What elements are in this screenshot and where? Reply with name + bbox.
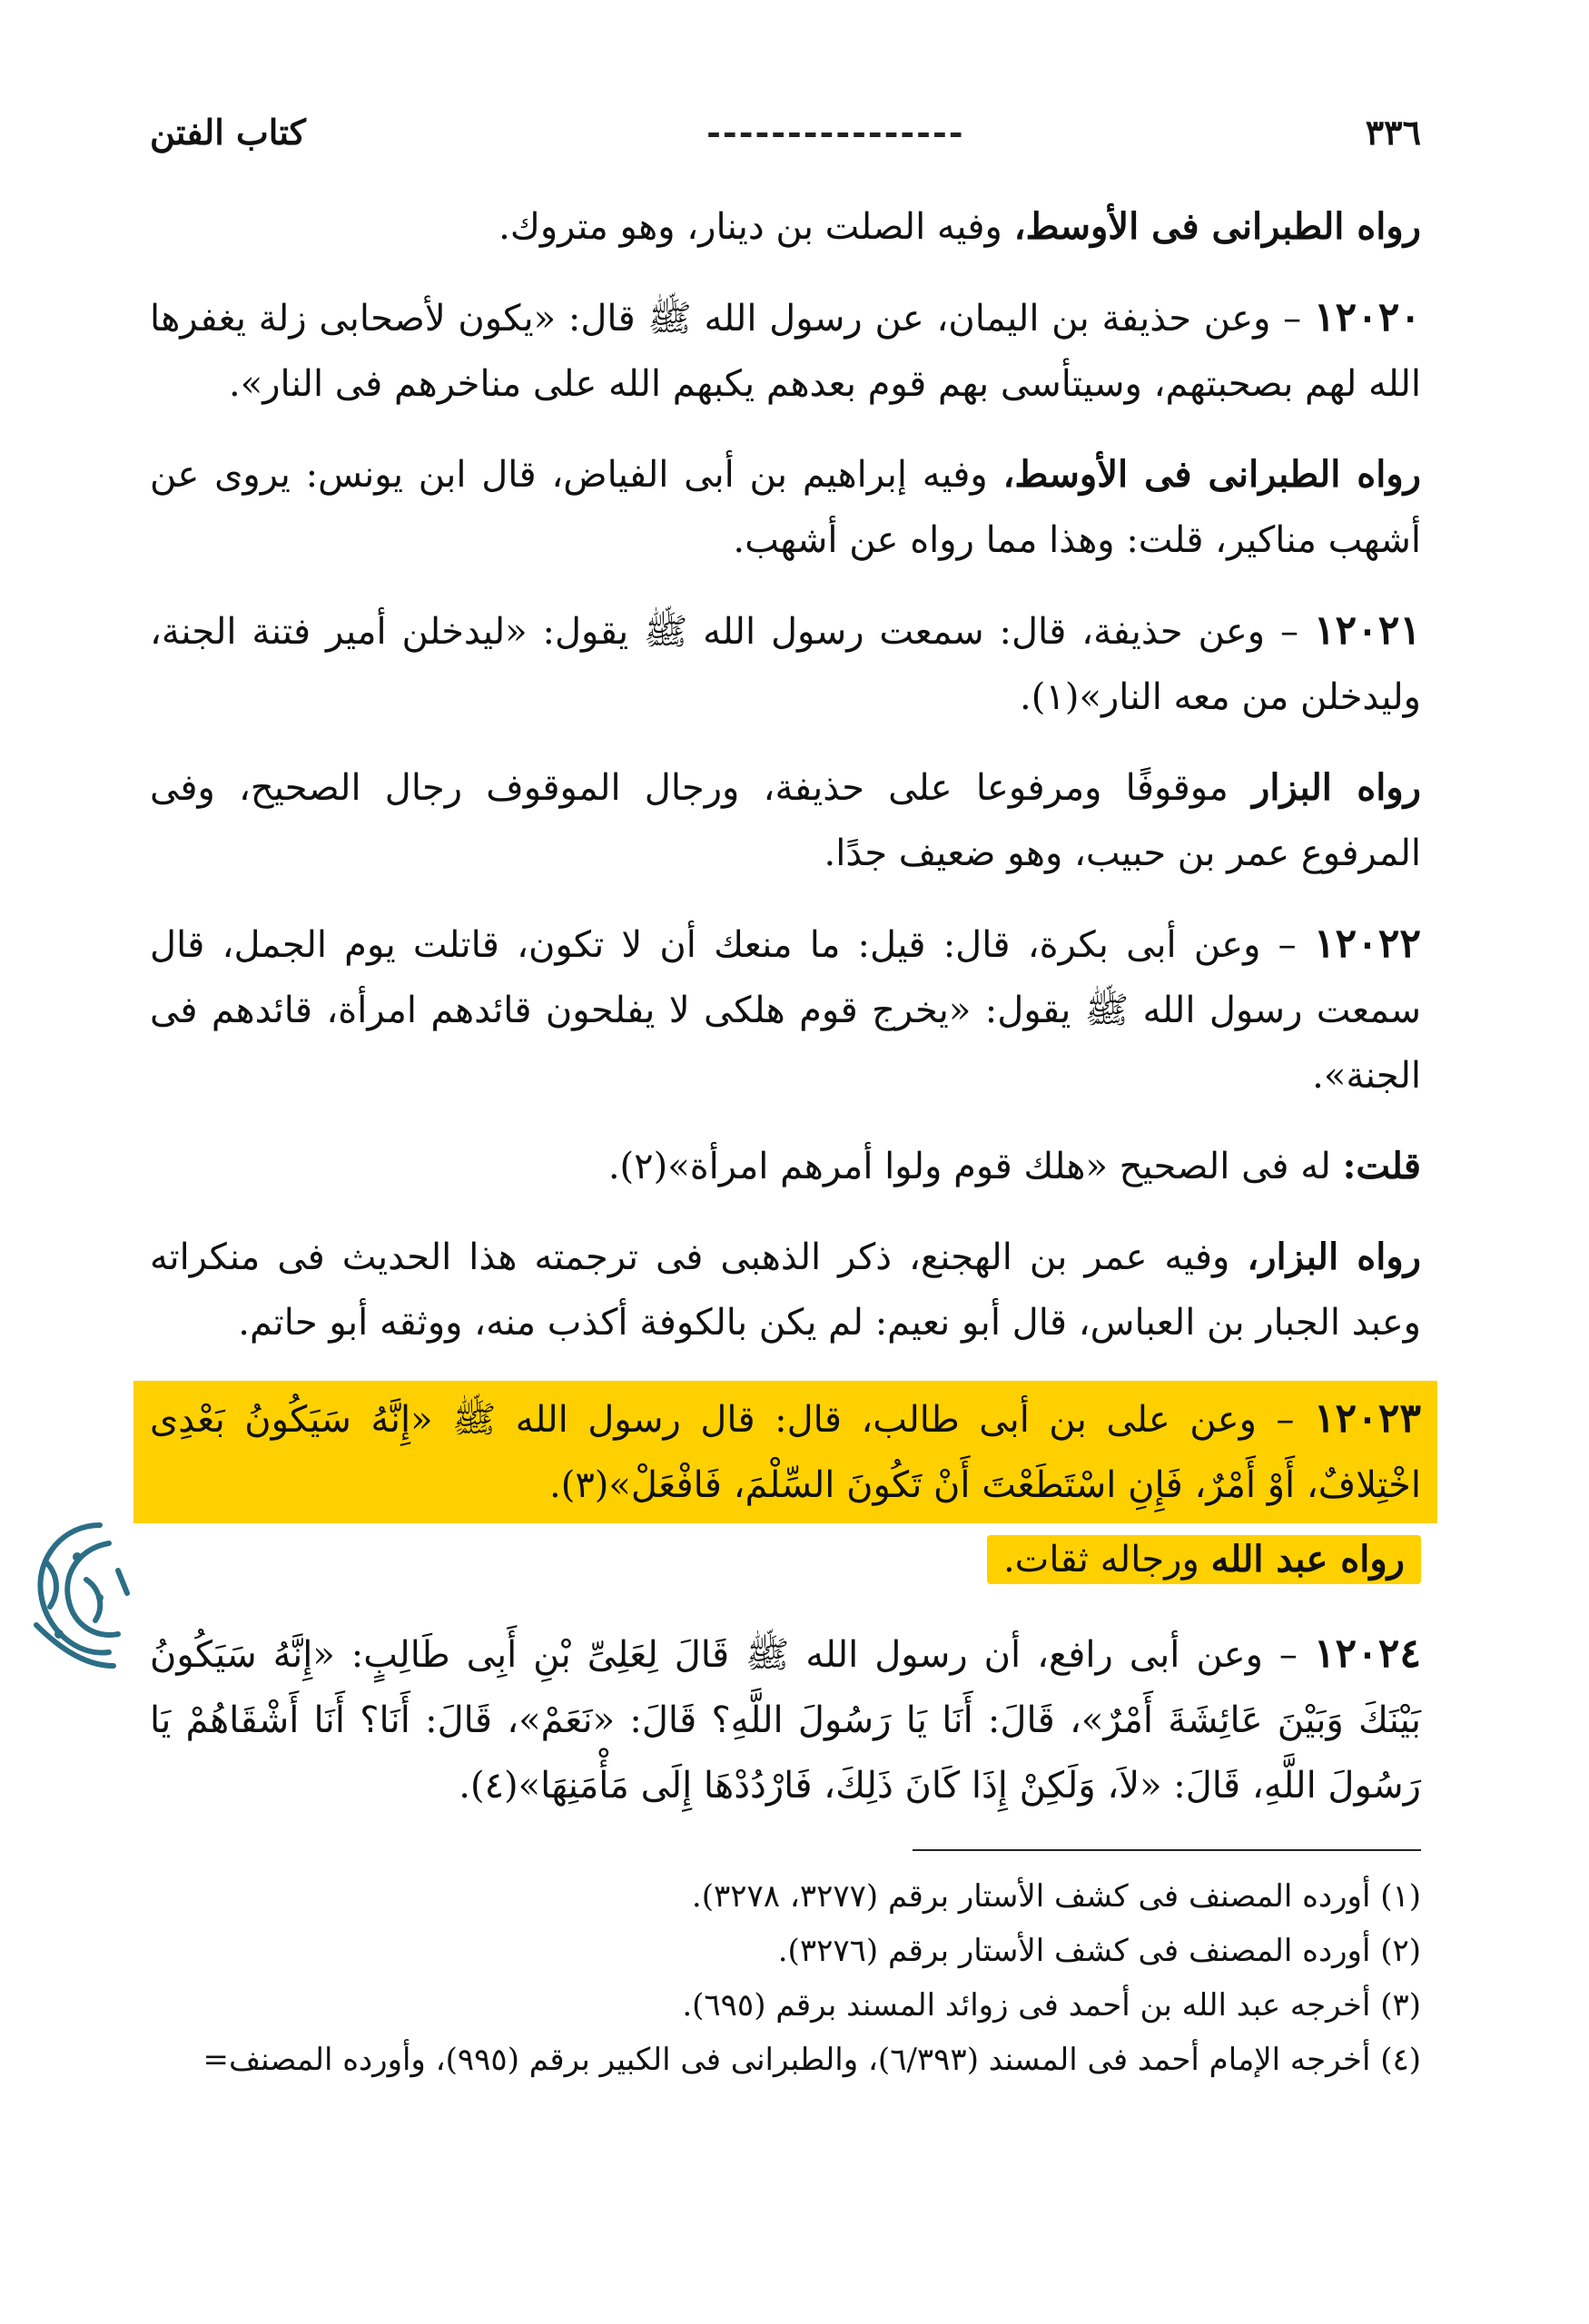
hadith-12022: ١٢٠٢٢ – وعن أبى بكرة، قال: قيل: ما منعك أن لا تكون، قاتلت يوم الجمل، قال سمعت رسول الله ﷺ يقول: «يخرج قوم هلكى لا يفلحون قائدهم امرأة، قائدهم فى الجنة».	[150, 921, 1421, 1097]
paragraph-ref: رواه الطبرانى فى الأوسط، وفيه إبراهيم بن أبى الفياض، قال ابن يونس: يروى عن أشهب مناكير، قلت: وهذا مما رواه عن أشهب.	[150, 453, 1421, 561]
paragraph-ref: رواه البزار، وفيه عمر بن الهجنع، ذكر الذهبى فى ترجمته هذا الحديث فى منكراته وعبد الجبار بن العباس، قال أبو نعيم: لم يكن بالكوفة أكذب منه، ووثقه أبو حاتم.	[150, 1236, 1421, 1344]
book-title: كتاب الفتن	[150, 111, 306, 153]
footnote: (٤) أخرجه الإمام أحمد فى المسند (٦/٣٩٣)، والطبرانى فى الكبير برقم (٩٩٥)، وأورده المصنف=	[202, 2042, 1421, 2078]
paragraph-ref: رواه الطبرانى فى الأوسط، وفيه الصلت بن دينار، وهو متروك.	[498, 205, 1421, 248]
hadith-12021: ١٢٠٢١ – وعن حذيفة، قال: سمعت رسول الله ﷺ يقول: «ليدخلن أمير فتنة الجنة، وليدخلن من معه النار»(١).	[150, 607, 1421, 718]
calligraphy-logo-icon	[9, 1507, 145, 1679]
main-text	[150, 194, 1421, 1818]
hadith-12023-highlighted: ١٢٠٢٣ – وعن على بن أبى طالب، قال: قال رسول الله ﷺ «إِنَّهُ سَيَكُونُ بَعْدِى اخْتِلافٌ، أَوْ أَمْرٌ، فَإِنِ اسْتَطَعْتَ أَنْ تَكُونَ السِّلْمَ، فَافْعَلْ»(٣).	[133, 1381, 1437, 1523]
footnotes	[150, 1869, 1421, 2087]
hadith-12020: ١٢٠٢٠ – وعن حذيفة بن اليمان، عن رسول الله ﷺ قال: «يكون لأصحابى زلة يغفرها الله لهم بصحبتهم، وسيتأسى بهم قوم بعدهم يكبهم الله على مناخرهم فى النار».	[150, 294, 1421, 405]
footnote: (٣) أخرجه عبد الله بن أحمد فى زوائد المسند برقم (٦٩٥).	[682, 1987, 1421, 2024]
page-header	[150, 100, 1421, 163]
paragraph-ref: رواه البزار موقوفًا ومرفوعا على حذيفة، ورجال الموقوف رجال الصحيح، وفى المرفوع عمر بن حبيب، وهو ضعيف جدًا.	[150, 766, 1422, 874]
book-page	[150, 100, 1421, 2279]
footnote-separator	[913, 1849, 1421, 1851]
paragraph-note: قلت: له فى الصحيح «هلك قوم ولوا أمرهم امرأة»(٢).	[607, 1145, 1421, 1187]
footnote: (١) أورده المصنف فى كشف الأستار برقم (٣٢٧٧، ٣٢٧٨).	[691, 1878, 1421, 1915]
page-number: ٣٣٦	[1365, 111, 1421, 153]
header-dashes: ----------------	[706, 111, 965, 153]
footnote: (٢) أورده المصنف فى كشف الأستار برقم (٣٢٧٦).	[777, 1933, 1421, 1969]
paragraph-ref-highlighted: رواه عبد الله ورجاله ثقات.	[150, 1523, 1421, 1596]
hadith-12024: ١٢٠٢٤ – وعن أبى رافع، أن رسول الله ﷺ قَالَ لِعَلِىِّ بْنِ أَبِى طَالِبٍ: «إِنَّهُ سَيَكُونُ بَيْنَكَ وَبَيْنَ عَائِشَةَ أَمْرٌ»، قَالَ: أَنَا يَا رَسُولَ اللَّهِ؟ قَالَ: «نَعَمْ»، قَالَ: أَنَا؟ أَنَا أَشْقَاهُمْ يَا رَسُولَ اللَّهِ، قَالَ: «لاَ، وَلَكِنْ إِذَا كَانَ ذَلِكَ، فَارْدُدْهَا إِلَى مَأْمَنِهَا»(٤).	[150, 1630, 1421, 1807]
